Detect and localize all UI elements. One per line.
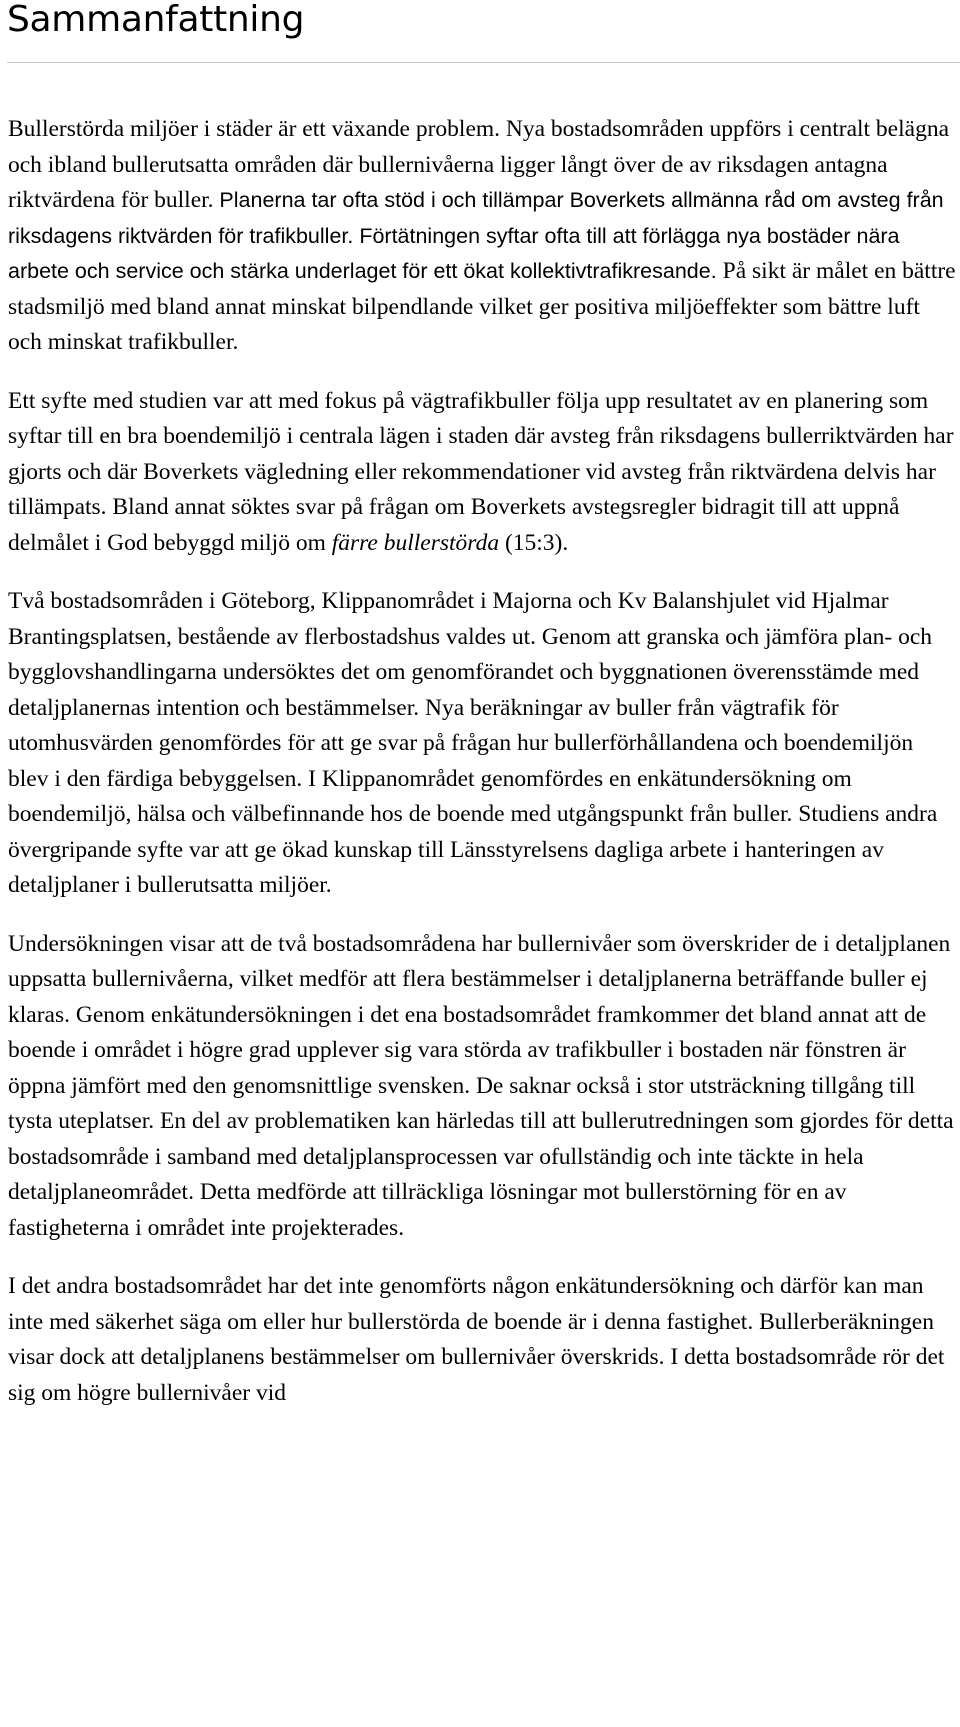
paragraph-3-text: Två bostadsområden i Göteborg, Klippanområdet i Majorna och Kv Balanshjulet vid Hjalmar Brantingsplatsen, bestående av flerbostadshus valdes ut. Genom att granska och jämföra plan- och bygglovshandlingarna undersöktes det om genomförandet och byggnationen överensstämde med detaljplanernas intention och bestämmelser. Nya beräkningar av buller från vägtrafik för utomhusvärden genomfördes för att ge svar på frågan hur bullerförhållandena och boendemiljön blev i den färdiga bebyggelsen. I Klippanområdet genomfördes en enkätundersökning om boendemiljö, hälsa och välbefinnande hos de boende med utgångspunkt från buller. Studiens andra övergripande syfte var att ge ökad kunskap till Länsstyrelsens dagliga arbete i hanteringen av detaljplaner i bullerutsatta miljöer. [8,588,938,898]
paragraph-4 [8,927,958,1247]
paragraph-2 [8,384,958,562]
paragraph-1-text-c: På sikt är målet en bättre stadsmiljö med bland annat minskat bilpendlande vilket ger positiva miljöeffekter som bättre luft och minskat trafikbuller. [8,258,956,355]
paragraph-2-text-a: Ett syfte med studien var att med fokus på vägtrafikbuller följa upp resultatet av en planering som syftar till en bra boendemiljö i centrala lägen i staden där avsteg från riksdagens bullerriktvärden har gjorts och där Boverkets vägledning eller rekommendationer vid avsteg från riktvärdena delvis har tillämpats. Bland annat söktes svar på frågan om Boverkets avstegsregler bidragit till att uppnå delmålet i God bebyggd miljö om [8,387,954,556]
paragraph-2-emphasis: färre bullerstörda [331,529,500,556]
paragraph-2-text-c: (15:3). [499,529,569,556]
paragraph-5-text: I det andra bostadsområdet har det inte genomförts någon enkätundersökning och därför kan man inte med säkerhet säga om eller hur bullerstörda de boende är i denna fastighet. Bullerberäkningen visar dock att detaljplanens bestämmelser om bullernivåer överskrids. I detta bostadsområde rör det sig om högre bullernivåer vid [8,1273,945,1406]
page-title: Sammanfattning [7,0,305,40]
heading-divider [7,62,960,63]
paragraph-1-text-a: Bullerstörda miljöer i städer är ett växande problem. Nya bostadsområden uppförs i centralt belägna och ibland bullerutsatta områden där bullernivåerna ligger långt över de av riksdagen antagna riktvärdena för buller. [8,116,949,213]
paragraph-1-text-b: Planerna tar ofta stöd i och tillämpar Boverkets allmänna råd om avsteg från riksdagens riktvärden för trafikbuller. Förtätningen syftar ofta till att förlägga nya bostäder nära arbete och service och stärka underlaget för ett ökat kollektivtrafikresande. [8,188,944,283]
paragraph-5 [8,1269,958,1411]
paragraph-1 [8,112,958,361]
paragraph-4-text: Undersökningen visar att de två bostadsområdena har bullernivåer som överskrider de i detaljplanen uppsatta bullernivåerna, vilket medför att flera bestämmelser i detaljplanerna beträffande buller ej klaras. Genom enkätundersökningen i det ena bostadsområdet framkommer det bland annat att de boende i området i högre grad upplever sig vara störda av trafikbuller i bostaden när fönstren är öppna jämfört med den genomsnittlige svensken. De saknar också i stor utsträckning tillgång till tysta uteplatser. En del av problematiken kan härledas till att bullerutredningen som gjordes för detta bostadsområde i samband med detaljplansprocessen var ofullständig och inte täckte in hela detaljplaneområdet. Detta medförde att tillräckliga lösningar mot bullerstörning för en av fastigheterna i området inte projekterades. [8,930,954,1241]
document-body [8,112,958,1434]
paragraph-3 [8,584,958,904]
